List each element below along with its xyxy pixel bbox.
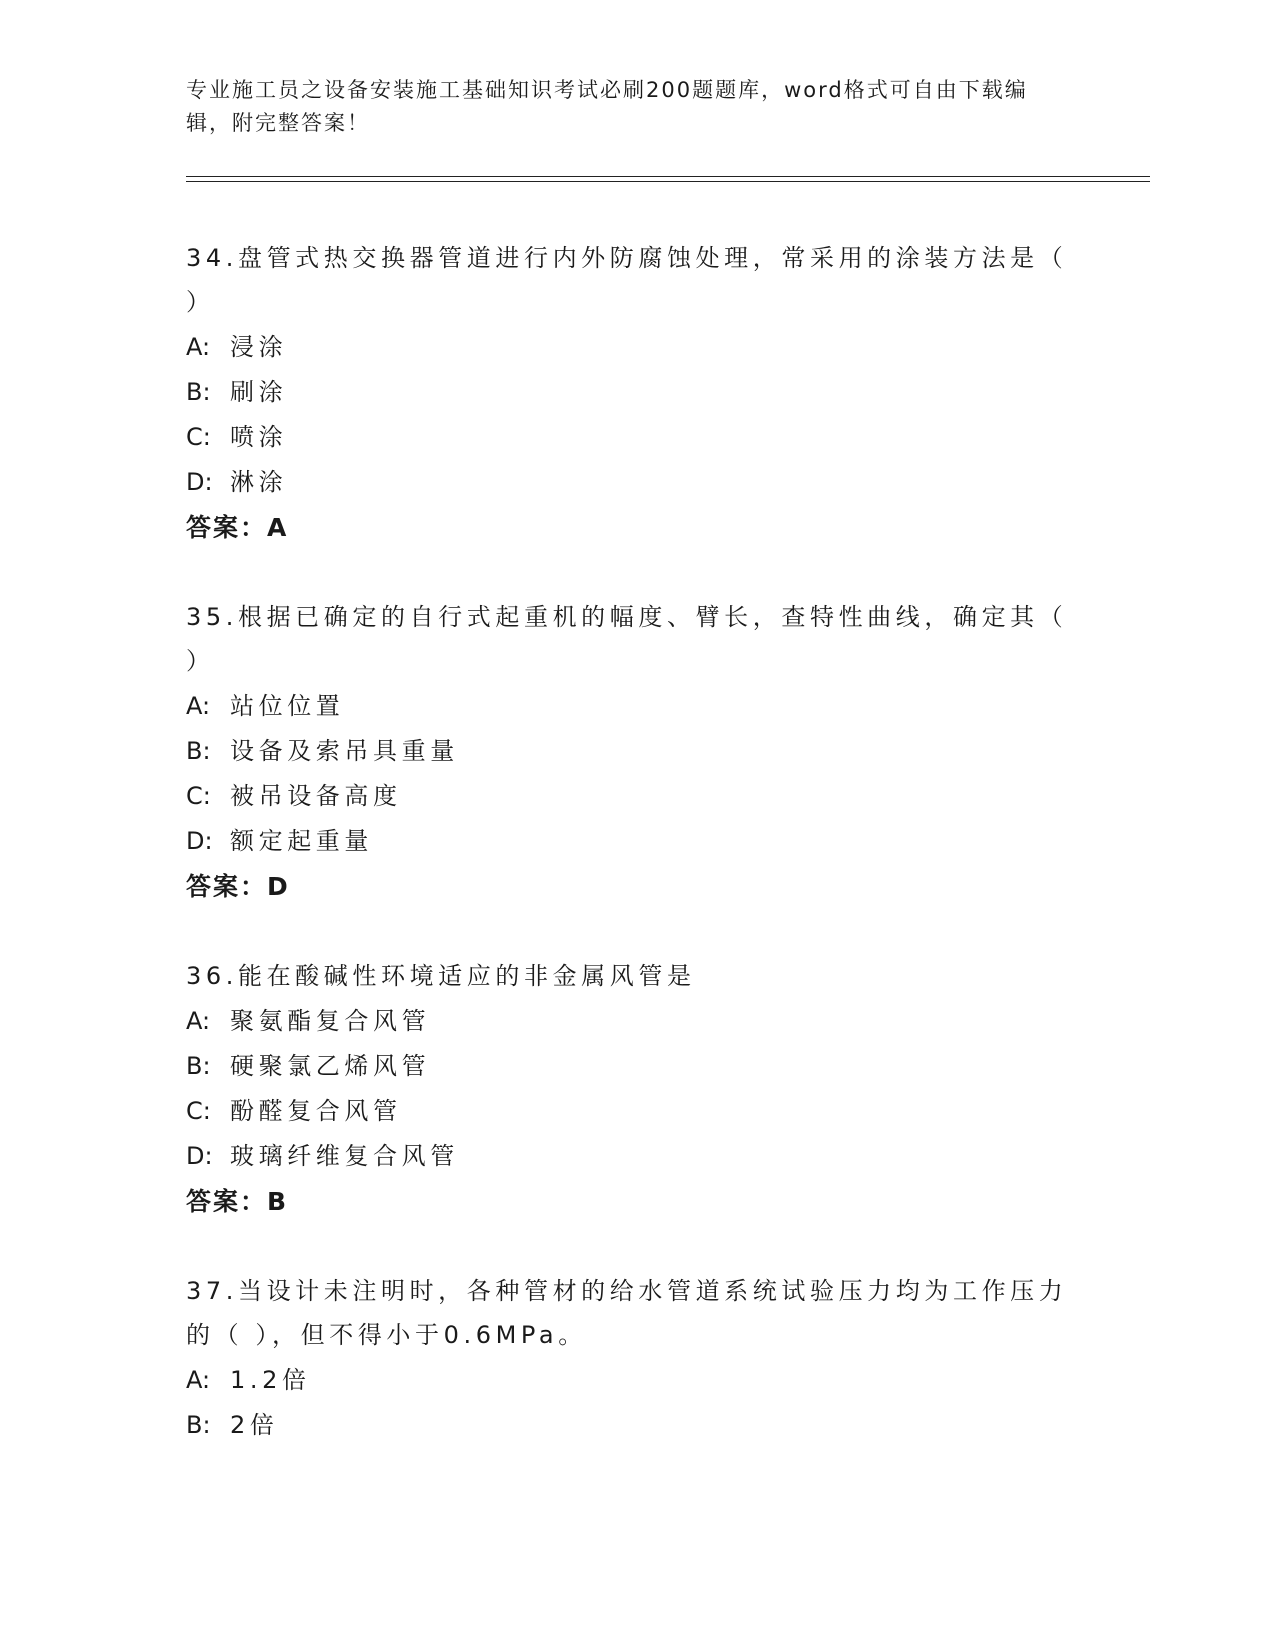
question-stem: 36.能在酸碱性环境适应的非金属风管是: [186, 962, 696, 990]
question-stem: 35.根据已确定的自行式起重机的幅度、臂长，查特性曲线，确定其（ ）: [186, 603, 1068, 675]
option-text: 浸涂: [230, 333, 288, 361]
answer-label: 答案：A: [186, 513, 289, 542]
answer-label: 答案：B: [186, 1187, 289, 1216]
question-34: [186, 236, 1086, 551]
answer-label: 答案：D: [186, 872, 290, 901]
option-key: D:: [186, 827, 213, 855]
question-stem: 37.当设计未注明时，各种管材的给水管道系统试验压力均为工作压力的（ ），但不得小于0.6MPa。: [186, 1277, 1068, 1349]
option-c: [186, 774, 1086, 819]
option-key: B:: [186, 1052, 211, 1080]
option-text: 站位位置: [230, 692, 345, 720]
option-key: C:: [186, 423, 211, 451]
option-d: [186, 460, 1086, 505]
header-divider-bottom: [186, 181, 1150, 182]
option-text: 2倍: [230, 1411, 279, 1439]
option-b: [186, 1044, 1086, 1089]
option-text: 玻璃纤维复合风管: [230, 1142, 459, 1170]
option-c: [186, 415, 1086, 460]
option-key: A:: [186, 1366, 211, 1394]
option-text: 硬聚氯乙烯风管: [230, 1052, 431, 1080]
header-divider-top: [186, 176, 1150, 177]
option-text: 额定起重量: [230, 827, 373, 855]
option-b: [186, 729, 1086, 774]
document-header-title: 专业施工员之设备安装施工基础知识考试必刷200题题库，word格式可自由下载编辑，附完整答案！: [186, 78, 1028, 135]
option-key: D:: [186, 468, 213, 496]
option-d: [186, 1134, 1086, 1179]
option-key: D:: [186, 1142, 213, 1170]
option-text: 设备及索吊具重量: [230, 737, 459, 765]
question-list: [186, 236, 1086, 1492]
question-37: [186, 1269, 1086, 1448]
option-text: 聚氨酯复合风管: [230, 1007, 431, 1035]
option-key: C:: [186, 782, 211, 810]
option-text: 酚醛复合风管: [230, 1097, 402, 1125]
question-35: [186, 595, 1086, 910]
option-a: [186, 325, 1086, 370]
option-text: 淋涂: [230, 468, 288, 496]
option-b: [186, 370, 1086, 415]
option-c: [186, 1089, 1086, 1134]
option-text: 喷涂: [230, 423, 288, 451]
question-36: [186, 954, 1086, 1225]
option-key: A:: [186, 692, 211, 720]
option-key: A:: [186, 1007, 211, 1035]
option-key: B:: [186, 1411, 211, 1439]
question-stem: 34.盘管式热交换器管道进行内外防腐蚀处理，常采用的涂装方法是（ ）: [186, 244, 1068, 316]
option-key: C:: [186, 1097, 211, 1125]
option-key: B:: [186, 378, 211, 406]
option-text: 被吊设备高度: [230, 782, 402, 810]
option-a: [186, 684, 1086, 729]
option-key: A:: [186, 333, 211, 361]
option-text: 刷涂: [230, 378, 288, 406]
option-a: [186, 1358, 1086, 1403]
option-text: 1.2倍: [230, 1366, 311, 1394]
option-b: [186, 1403, 1086, 1448]
option-a: [186, 999, 1086, 1044]
option-d: [186, 819, 1086, 864]
option-key: B:: [186, 737, 211, 765]
